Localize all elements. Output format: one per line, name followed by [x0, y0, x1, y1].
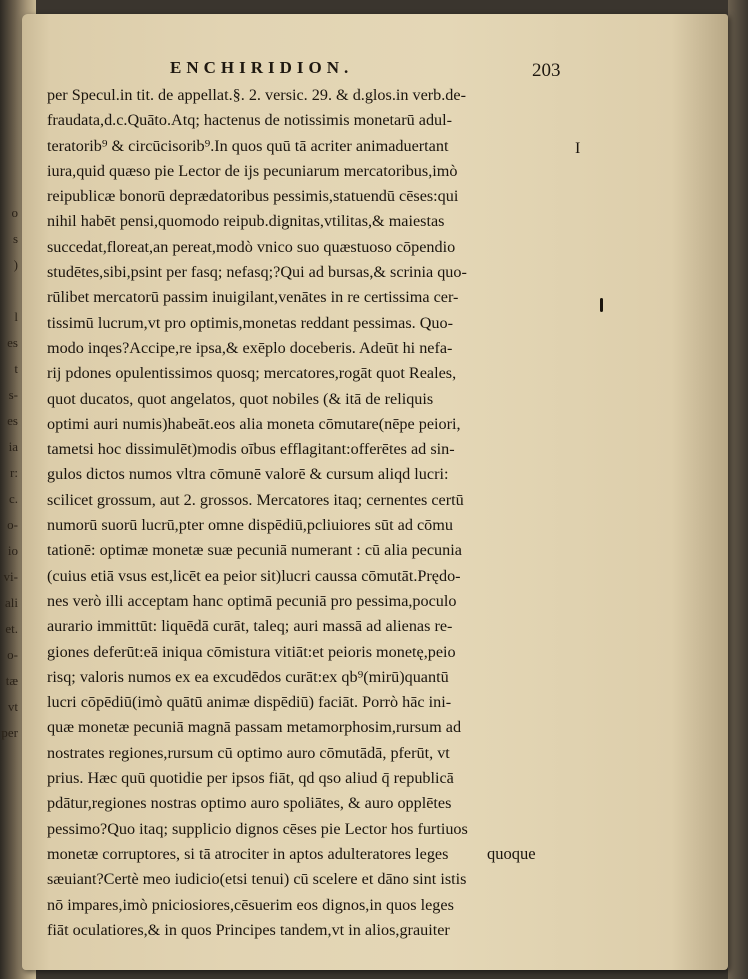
left-fragment: per [1, 725, 18, 740]
text-line: risq; valoris numos ex ea excudēdos curāt:ex qb⁹(mirū)quantū [47, 667, 449, 686]
left-fragment: o [11, 205, 18, 220]
text-line: monetæ corruptores, si tā atrociter in aptos adulteratores leges [47, 844, 449, 863]
text-line: quæ monetæ pecuniā magnā passam metamorphosim,rursum ad [47, 718, 462, 737]
left-fragment: es [7, 413, 18, 428]
left-fragment: t [14, 361, 18, 376]
text-line: rij pdones opulentissimos quosq; mercatores,rogāt quot Reales, [47, 364, 457, 383]
text-line: pessimo?Quo itaq; supplicio dignos cēses pie Lector hos furtiuos [47, 819, 468, 838]
text-line: giones deferūt:eā iniqua cōmistura vitiāt:et peioris monetę,peio [47, 642, 456, 661]
catchword: quoque [487, 844, 536, 863]
left-fragment: s- [8, 387, 18, 402]
text-line: iura,quid quæso pie Lector de ijs pecuniarum mercatoribus,imò [47, 161, 458, 180]
margin-mark [600, 298, 603, 312]
text-line: reipublicæ bonorū deprædatoribus pessimis,statuendū cēses:qui [47, 187, 459, 206]
text-line: lucri cōpēdiū(imò quātū animæ dispēdiū) faciāt. Porrò hāc ini- [47, 693, 452, 712]
left-fragment: io [7, 543, 18, 558]
left-fragment: ali [5, 595, 18, 610]
left-page-fragments [0, 200, 18, 746]
text-line: nes verò illi acceptam hanc optimā pecuniā pro pessima,poculo [47, 591, 457, 610]
running-header: ENCHIRIDION. [170, 58, 354, 77]
left-fragment: l [14, 309, 18, 324]
left-fragment: ) [13, 257, 18, 272]
left-fragment: es [7, 335, 18, 350]
left-fragment: et. [5, 621, 18, 636]
left-fragment: tæ [5, 673, 18, 688]
text-line: tissimū lucrum,vt pro optimis,monetas reddant pessimas. Quo- [47, 313, 453, 332]
text-line: (cuius etiā vsus est,licēt ea peior sit)lucri caussa cōmutāt.Prędo- [47, 566, 461, 585]
text-line: pdātur,regiones nostras optimo auro spoliātes, & auro opplētes [47, 794, 452, 813]
text-line: gulos dictos numos vltra cōmunē valorē & cursum aliqd lucri: [47, 465, 449, 484]
text-line: fraudata,d.c.Quāto.Atq; hactenus de notissimis monetarū adul- [47, 111, 453, 130]
margin-note: I [575, 140, 581, 157]
text-line: studētes,sibi,psint per fasq; nefasq;?Qui ad bursas,& scrinia quo- [47, 263, 467, 282]
right-background [728, 0, 748, 979]
text-line: aurario immittūt: liquēdā curāt, taleq; auri massā ad alienas re- [47, 617, 453, 636]
text-line: optimi auri numis)habeāt.eos alia moneta cōmutare(nēpe peiori, [47, 414, 461, 433]
text-line: succedat,floreat,an pereat,modò vnico suo quæstuoso cōpendio [47, 237, 456, 256]
body-text [47, 83, 567, 943]
text-line: per Specul.in tit. de appellat.§. 2. versic. 29. & d.glos.in verb.de- [47, 86, 466, 104]
left-fragment: vi- [3, 569, 18, 584]
text-line: teratorib⁹ & circūcisorib⁹.In quos quū tā acriter animaduertant [47, 136, 449, 155]
text-line: nostrates regiones,rursum cū optimo auro cōmutādā, pferūt, vt [47, 743, 450, 762]
left-fragment: ia [8, 439, 18, 454]
text-line: modo inqes?Accipe,re ipsa,& exēplo doceberis. Adeūt hi nefa- [47, 338, 453, 357]
left-fragment: vt [7, 699, 18, 714]
text-line: prius. Hæc quū quotidie per ipsos fiāt, qd qso aliud q̄ republicā [47, 769, 454, 788]
text-line: nō impares,imò pniciosiores,cēsuerim eos dignos,in quos leges [47, 895, 454, 914]
left-fragment: o- [7, 647, 18, 662]
text-line: quot ducatos, quot angelatos, quot nobiles (& itā de reliquis [47, 389, 434, 408]
text-line: tametsi hoc dissimulēt)modis oībus efflagitant:offerētes ad sin- [47, 440, 455, 459]
text-line: rūlibet mercatorū passim inuigilant,venātes in re certissima cer- [47, 288, 459, 307]
text-line: sæuiant?Certè meo iudicio(etsi tenui) cū scelere et dāno sint istis [47, 870, 467, 889]
page-number: 203 [532, 60, 561, 81]
text-line: numorū suorū lucrū,pter omne dispēdiū,pcliuiores sūt ad cōmu [47, 516, 453, 535]
text-line: fiāt oculatiores,& in quos Principes tandem,vt in alios,grauiter [47, 920, 450, 939]
text-line: scilicet grossum, aut 2. grossos. Mercatores itaq; cernentes certū [47, 490, 464, 509]
left-fragment: c. [8, 491, 18, 506]
left-fragment: o- [7, 517, 18, 532]
text-line: nihil habēt pensi,quomodo reipub.dignitas,vtilitas,& maiestas [47, 212, 445, 231]
left-fragment: r: [10, 465, 18, 480]
left-fragment: s [12, 231, 18, 246]
left-fragment [0, 278, 18, 304]
text-line: tationē: optimæ monetæ suæ pecuniā numerant : cū alia pecunia [47, 541, 462, 560]
